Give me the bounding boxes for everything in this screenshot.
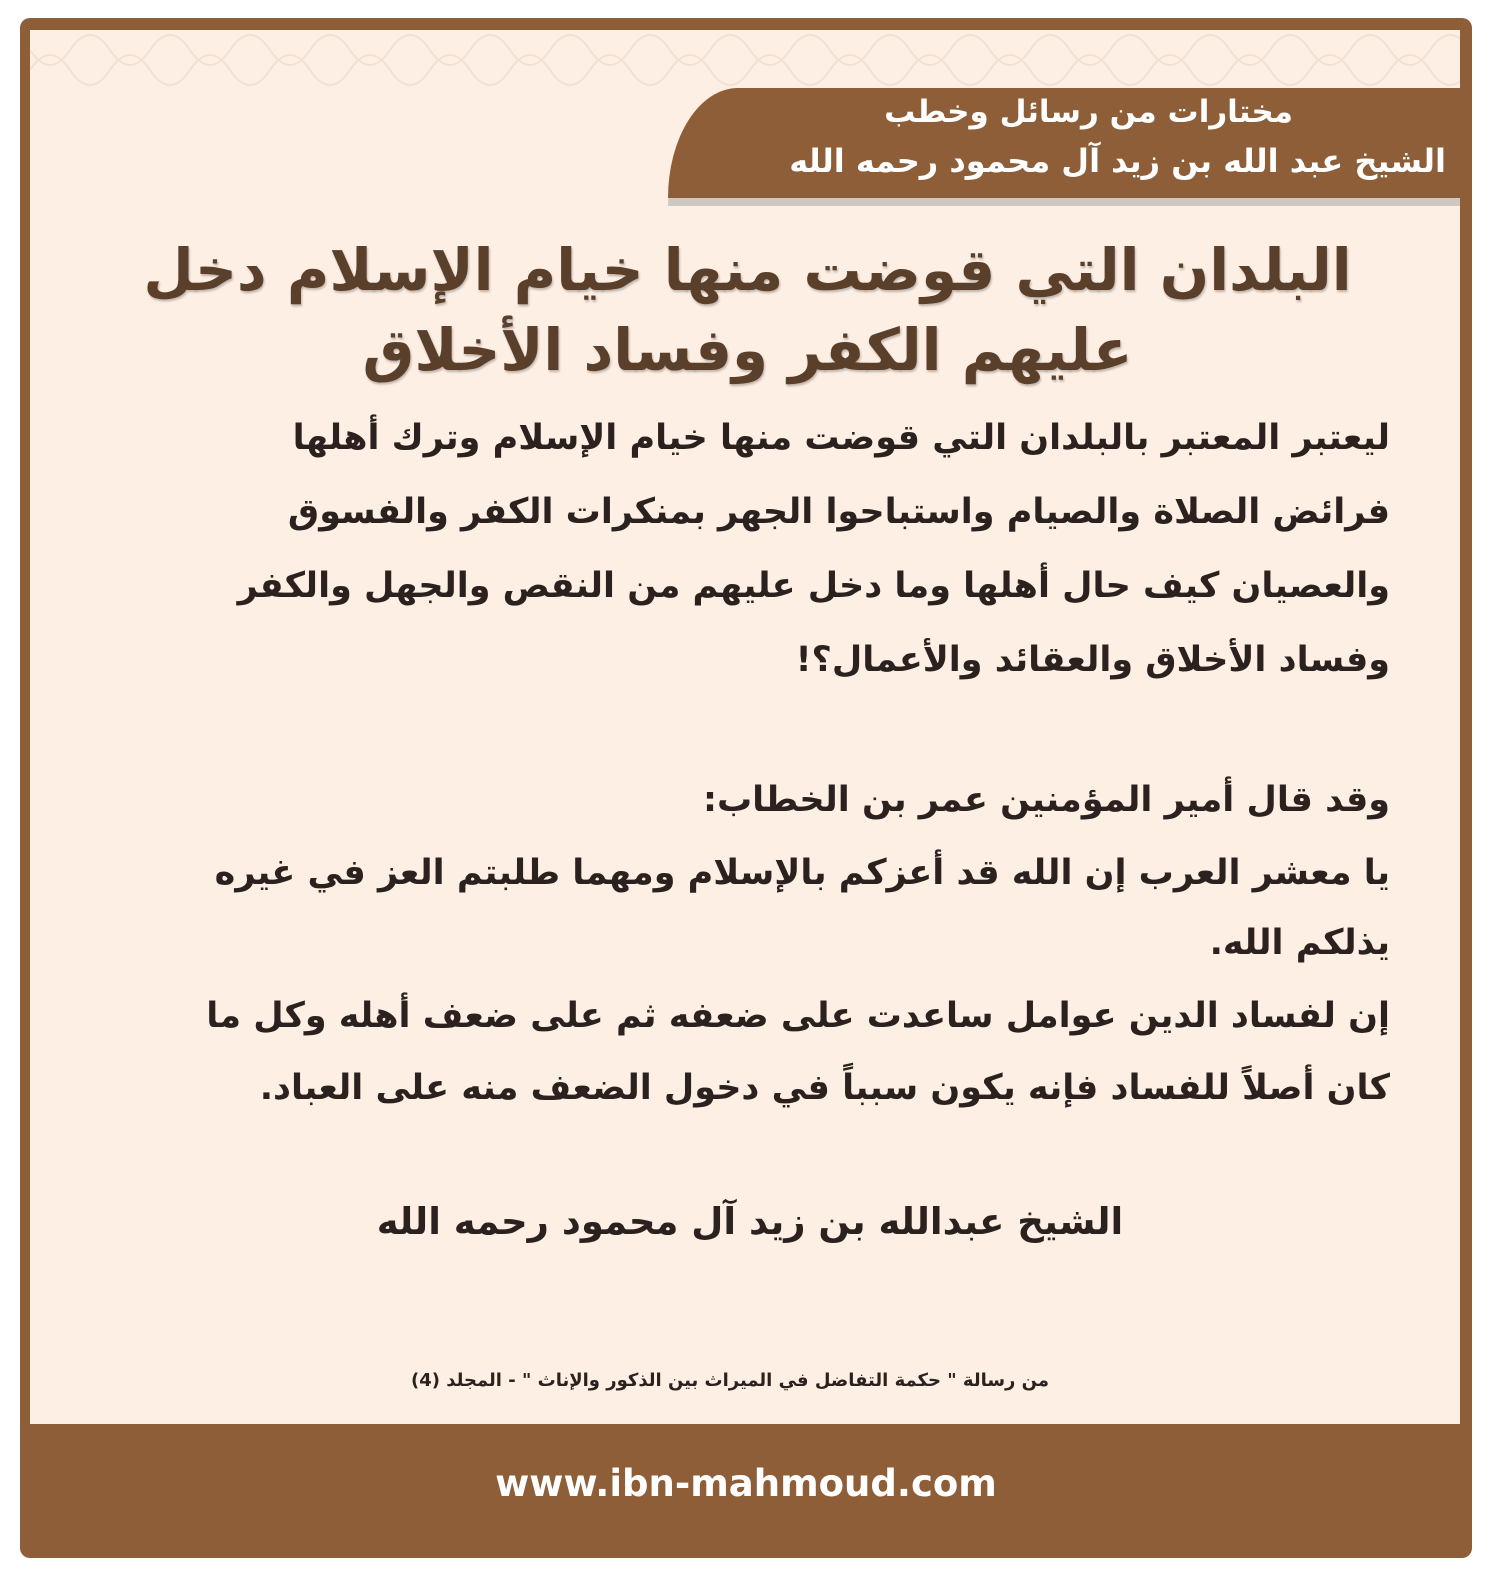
page-title-line-1: البلدان التي قوضت منها خيام الإسلام دخل bbox=[143, 236, 1352, 304]
body-line: كان أصلاً للفساد فإنه يكون سبباً في دخول الضعف منه على العباد. bbox=[259, 1068, 1390, 1108]
website-url[interactable]: www.ibn-mahmoud.com bbox=[495, 1462, 997, 1505]
source-citation: من رسالة " حكمة التفاضل في الميراث بين الذكور والإناث " - المجلد (4) bbox=[410, 1370, 1050, 1391]
header-ribbon bbox=[668, 88, 1460, 198]
content-card bbox=[30, 30, 1460, 1424]
body-line: إن لفساد الدين عوامل ساعدت على ضعفه ثم على ضعف أهله وكل ما bbox=[206, 996, 1390, 1036]
page-title-line-2: عليهم الكفر وفساد الأخلاق bbox=[362, 316, 1133, 384]
body-line: والعصيان كيف حال أهلها وما دخل عليهم من النقص والجهل والكفر bbox=[237, 566, 1390, 606]
body-line: وقد قال أمير المؤمنين عمر بن الخطاب: bbox=[703, 780, 1390, 820]
header-subtitle: مختارات من رسائل وخطب bbox=[884, 94, 1293, 130]
ornament-pattern bbox=[30, 30, 1460, 90]
signature: الشيخ عبدالله بن زيد آل محمود رحمه الله bbox=[376, 1200, 1124, 1243]
body-line: ليعتبر المعتبر بالبلدان التي قوضت منها خيام الإسلام وترك أهلها bbox=[292, 418, 1390, 458]
body-line: وفساد الأخلاق والعقائد والأعمال؟! bbox=[795, 640, 1390, 680]
body-line: فرائض الصلاة والصيام واستباحوا الجهر بمنكرات الكفر والفسوق bbox=[287, 492, 1390, 532]
header-author: الشيخ عبد الله بن زيد آل محمود رحمه الله bbox=[789, 142, 1446, 180]
body-line: يا معشر العرب إن الله قد أعزكم بالإسلام ومهما طلبتم العز في غيره bbox=[214, 853, 1390, 893]
body-line: يذلكم الله. bbox=[1209, 923, 1390, 963]
